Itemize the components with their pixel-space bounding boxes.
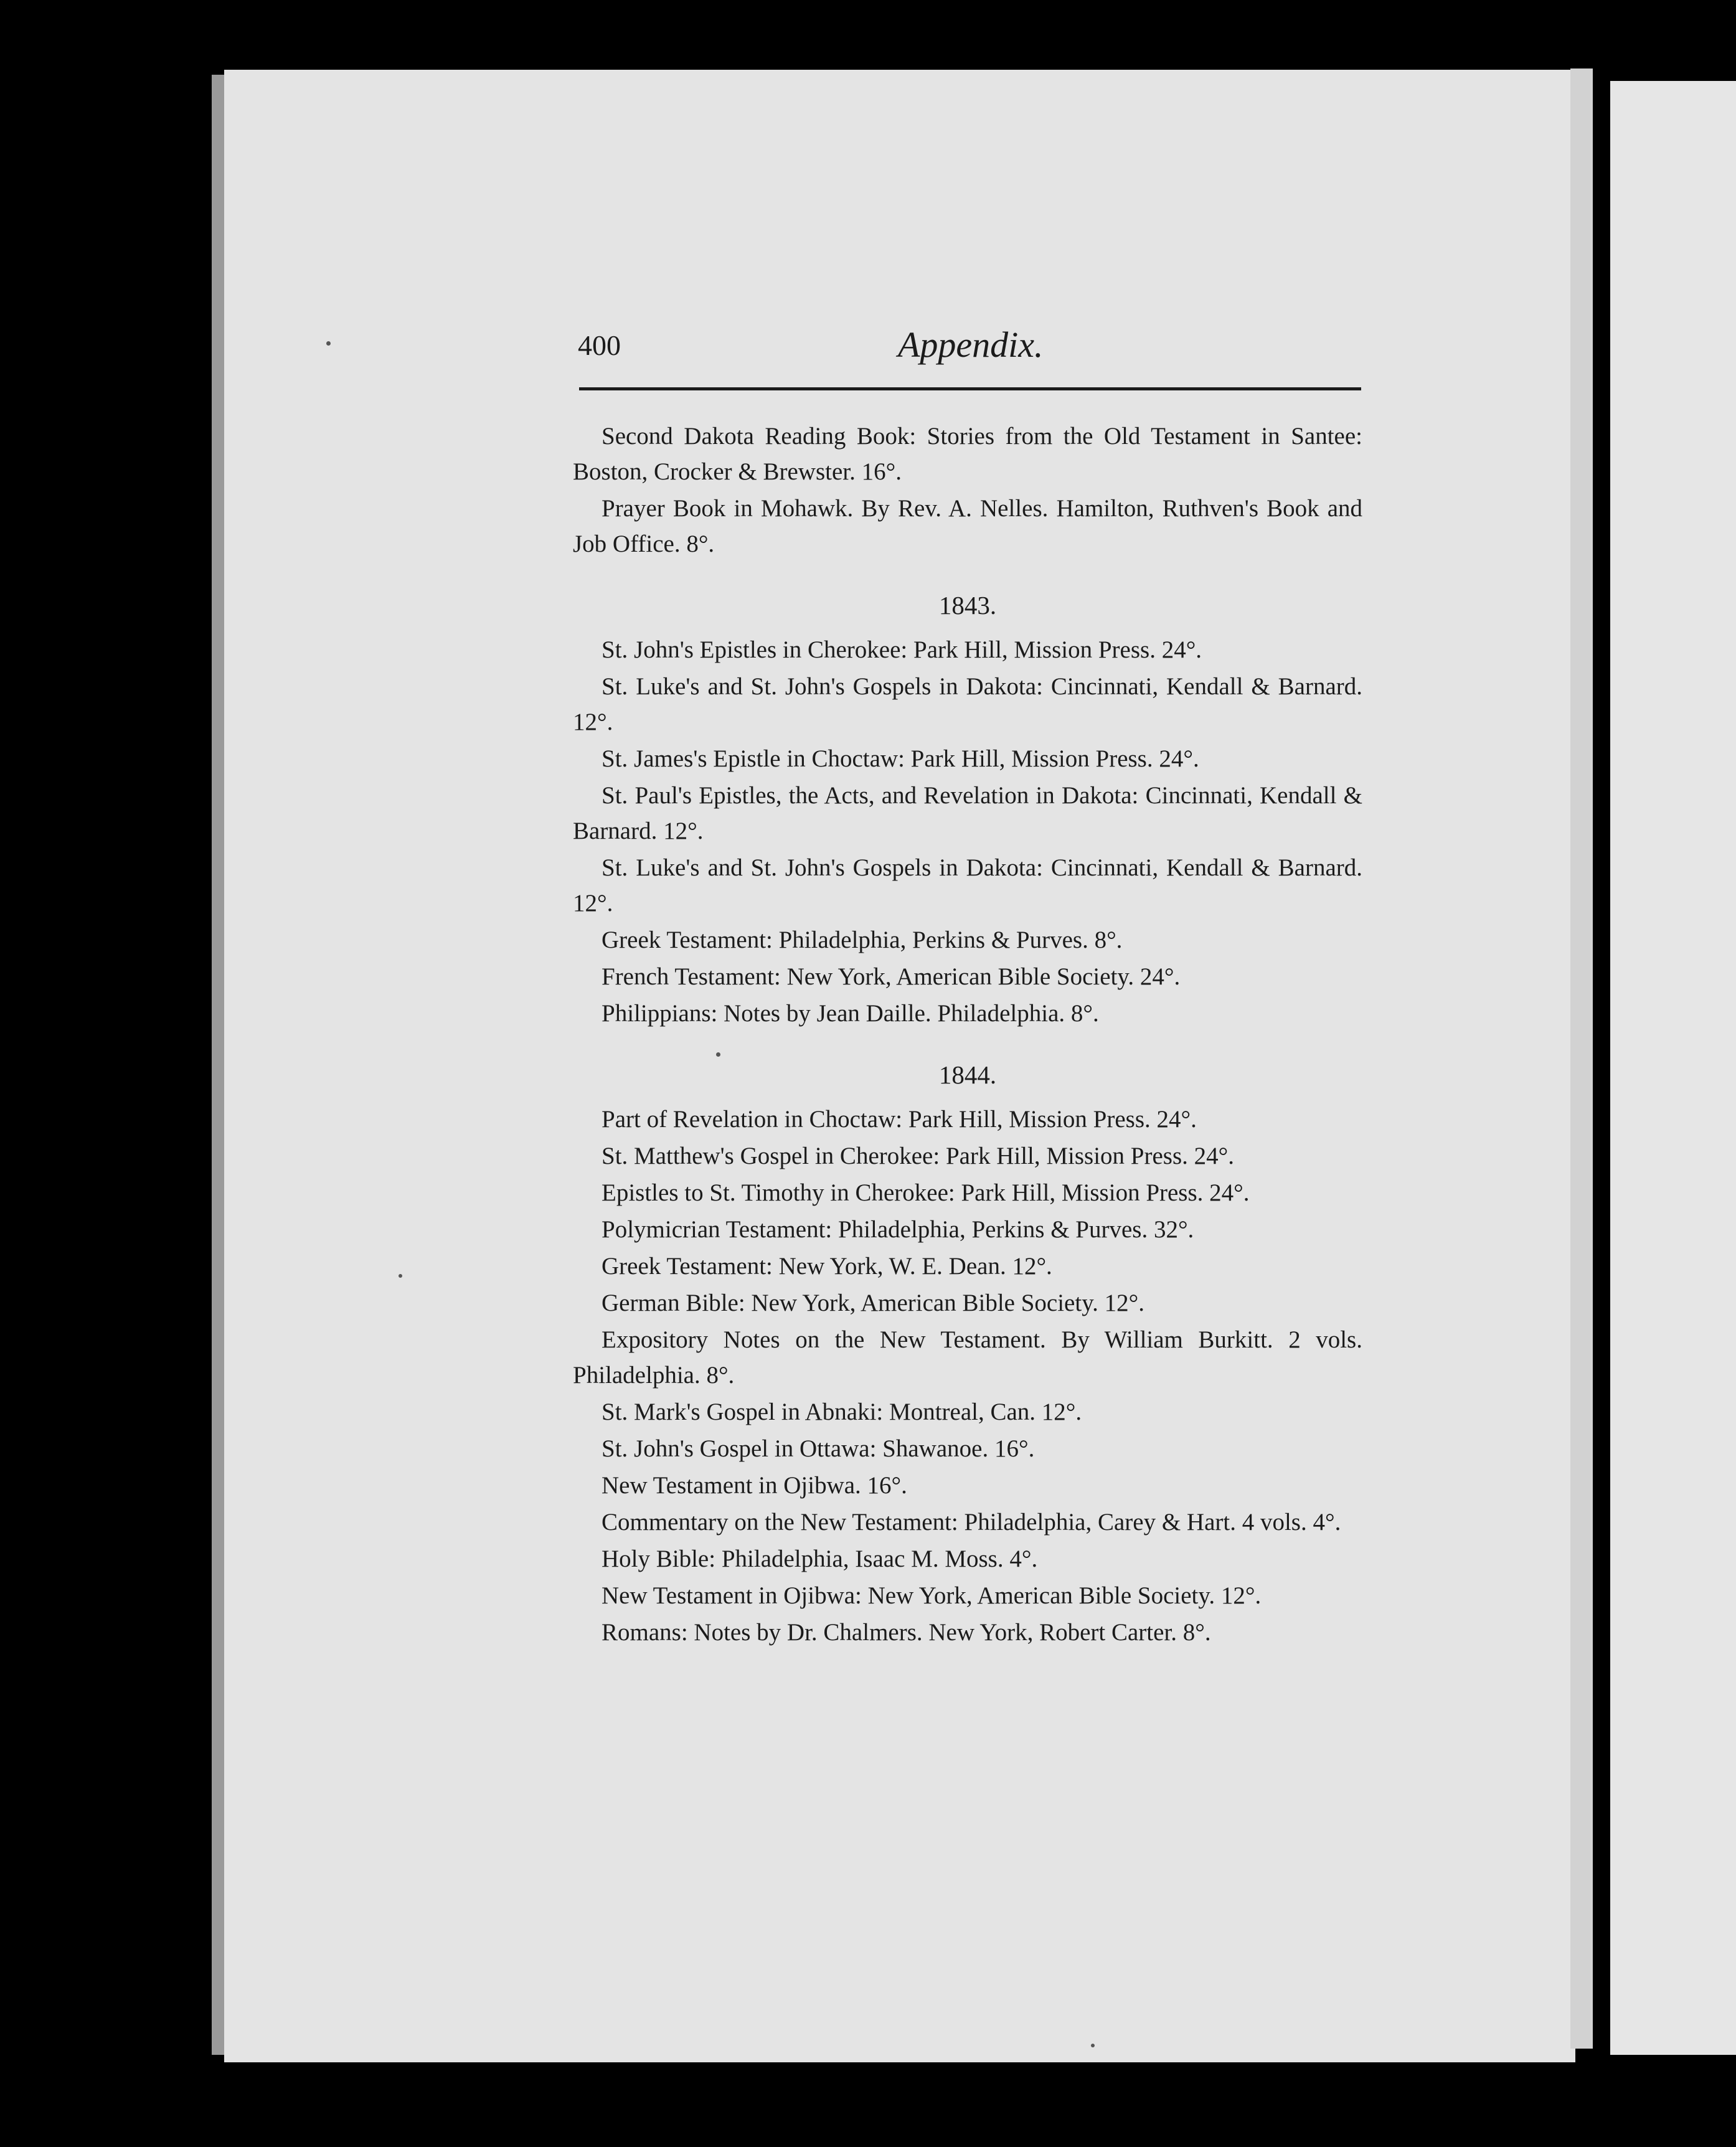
header-rule — [579, 387, 1361, 390]
list-item: Philippians: Notes by Jean Daille. Philadelphia. 8°. — [601, 1000, 1099, 1027]
list-item: St. Luke's and St. John's Gospels in Dakota: Cincinnati, Kendall & Barnard. 12°. — [573, 673, 1362, 735]
section-untitled — [573, 418, 1362, 562]
section-1844 — [573, 1057, 1362, 1650]
year-heading: 1843. — [938, 591, 997, 620]
year-heading: 1844. — [938, 1060, 997, 1089]
list-item: Second Dakota Reading Book: Stories from the Old Testament in Santee: Boston, Crocker & Brewster. 16°. — [573, 423, 1362, 485]
list-item: St. Luke's and St. John's Gospels in Dakota: Cincinnati, Kendall & Barnard. 12°. — [573, 854, 1362, 917]
running-head: Appendix. — [898, 324, 1044, 365]
list-item: St. John's Epistles in Cherokee: Park Hill, Mission Press. 24°. — [601, 636, 1202, 663]
speck — [399, 1274, 402, 1278]
list-item: Expository Notes on the New Testament. By William Burkitt. 2 vols. Philadelphia. 8°. — [573, 1326, 1362, 1389]
list-item: Greek Testament: Philadelphia, Perkins & Purves. 8°. — [601, 927, 1123, 953]
page-number: 400 — [578, 329, 621, 361]
bibliography-list — [573, 418, 1362, 1651]
list-item: St. Paul's Epistles, the Acts, and Revelation in Dakota: Cincinnati, Kendall & Barnard. 12°. — [573, 782, 1362, 844]
list-item: Holy Bible: Philadelphia, Isaac M. Moss. 4°. — [601, 1545, 1038, 1572]
speck — [1091, 2044, 1095, 2047]
list-item: St. John's Gospel in Ottawa: Shawanoe. 16°. — [601, 1435, 1035, 1462]
list-item: New Testament in Ojibwa: New York, American Bible Society. 12°. — [601, 1582, 1262, 1609]
list-item: Romans: Notes by Dr. Chalmers. New York, Robert Carter. 8°. — [601, 1619, 1211, 1646]
section-1843 — [573, 588, 1362, 1031]
page-header — [578, 324, 1361, 374]
list-item: Commentary on the New Testament: Philadelphia, Carey & Hart. 4 vols. 4°. — [601, 1509, 1341, 1536]
page-gutter — [1570, 68, 1593, 2049]
list-item: New Testament in Ojibwa. 16°. — [601, 1472, 907, 1499]
list-item: Epistles to St. Timothy in Cherokee: Park Hill, Mission Press. 24°. — [601, 1179, 1250, 1206]
list-item: Part of Revelation in Choctaw: Park Hill, Mission Press. 24°. — [601, 1106, 1197, 1133]
list-item: St. Matthew's Gospel in Cherokee: Park Hill, Mission Press. 24°. — [601, 1143, 1234, 1169]
list-item: German Bible: New York, American Bible Society. 12°. — [601, 1290, 1145, 1316]
page-left-edge — [212, 75, 225, 2055]
list-item: St. James's Epistle in Choctaw: Park Hill, Mission Press. 24°. — [601, 745, 1199, 772]
list-item: Greek Testament: New York, W. E. Dean. 12°. — [601, 1253, 1052, 1280]
list-item: French Testament: New York, American Bible Society. 24°. — [601, 963, 1181, 990]
adjacent-page — [1610, 81, 1736, 2055]
list-item: St. Mark's Gospel in Abnaki: Montreal, Can. 12°. — [601, 1399, 1082, 1425]
speck — [326, 341, 331, 346]
list-item: Prayer Book in Mohawk. By Rev. A. Nelles. Hamilton, Ruthven's Book and Job Office. 8°. — [573, 495, 1362, 557]
list-item: Polymicrian Testament: Philadelphia, Perkins & Purves. 32°. — [601, 1216, 1194, 1243]
